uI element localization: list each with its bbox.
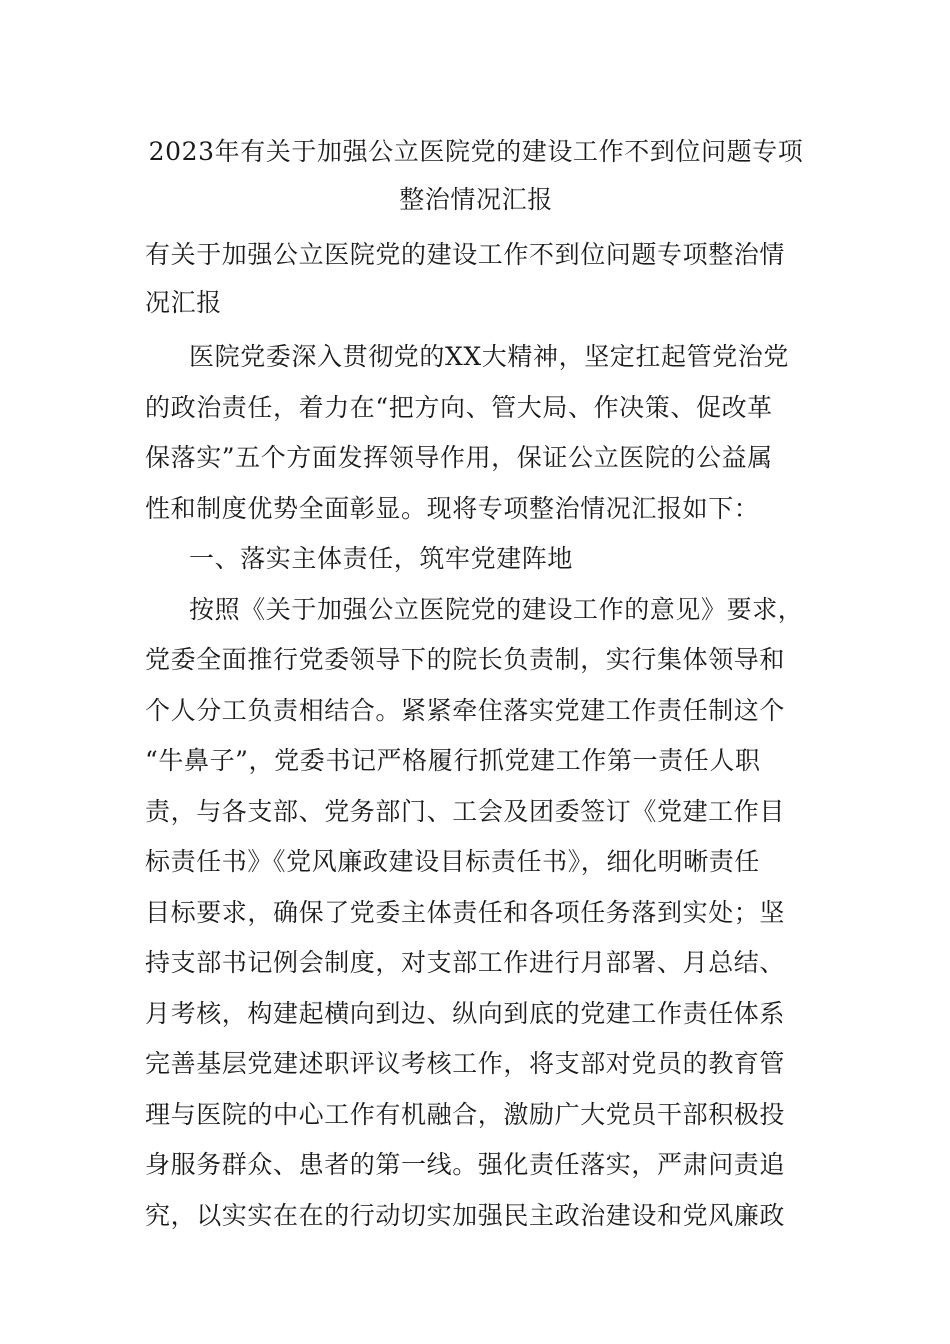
body-line: 身服务群众、患者的第一线。强化责任落实，严肃问责追 — [145, 1150, 786, 1179]
body-line: 持支部书记例会制度，对支部工作进行月部署、月总结、 — [145, 948, 786, 977]
body-line: 责，与各支部、党务部门、工会及团委签订《党建工作目 — [145, 796, 786, 826]
body-line: 保落实”五个方面发挥领导作用，保证公立医院的公益属 — [145, 443, 773, 472]
section-heading: 一、落实主体责任，筑牢党建阵地 — [189, 544, 574, 573]
body-line: 完善基层党建述职评议考核工作，将支部对党员的教育管 — [145, 1049, 786, 1078]
subtitle-line-1: 有关于加强公立医院党的建设工作不到位问题专项整治情 — [145, 240, 786, 269]
body-line: 个人分工负责相结合。紧紧牵住落实党建工作责任制这个 — [145, 695, 786, 725]
document-title — [145, 128, 807, 224]
subtitle-line-2: 况汇报 — [145, 288, 222, 317]
document-body — [145, 332, 807, 1241]
document-subtitle — [145, 231, 807, 327]
title-line-1: 2023年有关于加强公立医院党的建设工作不到位问题专项 — [148, 137, 804, 166]
body-line: 医院党委深入贯彻党的XX大精神，坚定扛起管党治党 — [189, 342, 789, 371]
body-line: 目标要求，确保了党委主体责任和各项任务落到实处；坚 — [145, 897, 786, 927]
body-line: 究，以实实在在的行动切实加强民主政治建设和党风廉政 — [145, 1200, 786, 1230]
body-line: 标责任书》《党风廉政建设目标责任书》，细化明晰责任 — [145, 847, 761, 876]
body-line: 党委全面推行党委领导下的院长负责制，实行集体领导和 — [145, 645, 786, 674]
body-line: 的政治责任，着力在“把方向、管大局、作决策、促改革 — [145, 392, 773, 422]
body-line: 性和制度优势全面彰显。现将专项整治情况汇报如下： — [145, 493, 760, 523]
body-line: 按照《关于加强公立医院党的建设工作的意见》要求， — [189, 594, 804, 624]
title-line-2: 整治情况汇报 — [399, 185, 553, 214]
body-line: 月考核，构建起横向到边、纵向到底的党建工作责任体系 — [145, 998, 786, 1028]
body-line: 理与医院的中心工作有机融合，激励广大党员干部积极投 — [145, 1099, 786, 1129]
body-line: “牛鼻子”，党委书记严格履行抓党建工作第一责任人职 — [145, 746, 761, 775]
